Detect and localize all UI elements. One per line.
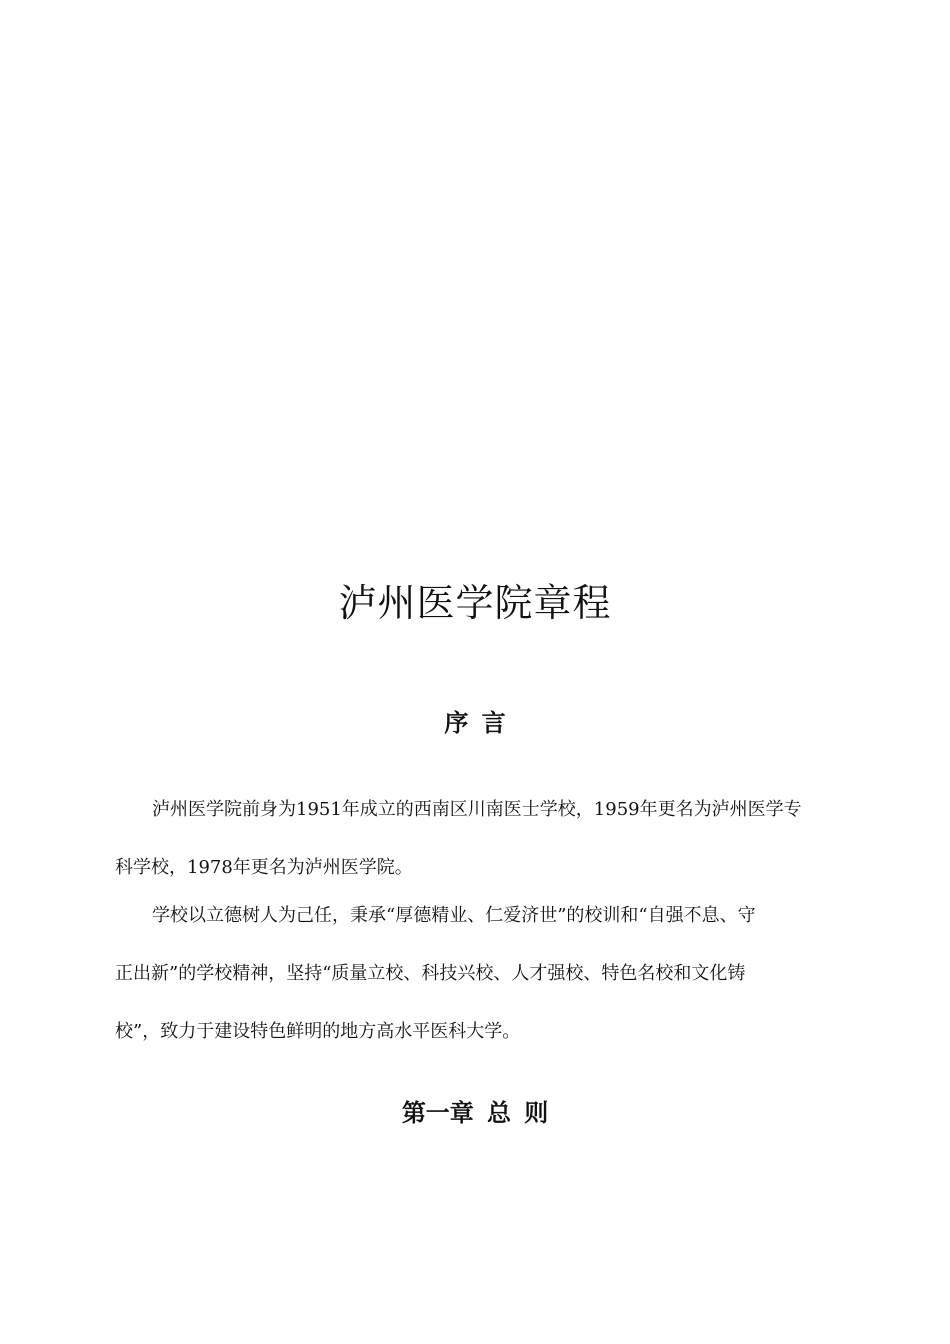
preface-paragraph-1-line-1: 泸州医学院前身为1951年成立的西南区川南医士学校，1959年更名为泸州医学专: [152, 799, 802, 820]
preface-paragraph-1-line-2: 科学校，1978年更名为泸州医学院。: [115, 857, 413, 878]
preface-paragraph-2-line-1: 学校以立德树人为己任，秉承“厚德精业、仁爱济世”的校训和“自强不息、守: [152, 905, 756, 926]
chapter-1-number: 第一章: [401, 1099, 474, 1127]
preface-heading-char-2: 言: [481, 709, 506, 737]
preface-heading-char-1: 序: [444, 709, 469, 737]
chapter-1-heading: [0, 1097, 950, 1129]
chapter-1-title-char-2: 则: [524, 1099, 549, 1127]
chapter-1-title-char-1: 总: [487, 1099, 511, 1127]
preface-heading: [0, 707, 950, 739]
document-title: 泸州医学院章程: [338, 581, 612, 625]
preface-paragraph-2-line-2: 正出新”的学校精神，坚持“质量立校、科技兴校、人才强校、特色名校和文化铸: [115, 963, 746, 984]
preface-paragraph-2-line-3: 校”，致力于建设特色鲜明的地方高水平医科大学。: [115, 1021, 521, 1042]
